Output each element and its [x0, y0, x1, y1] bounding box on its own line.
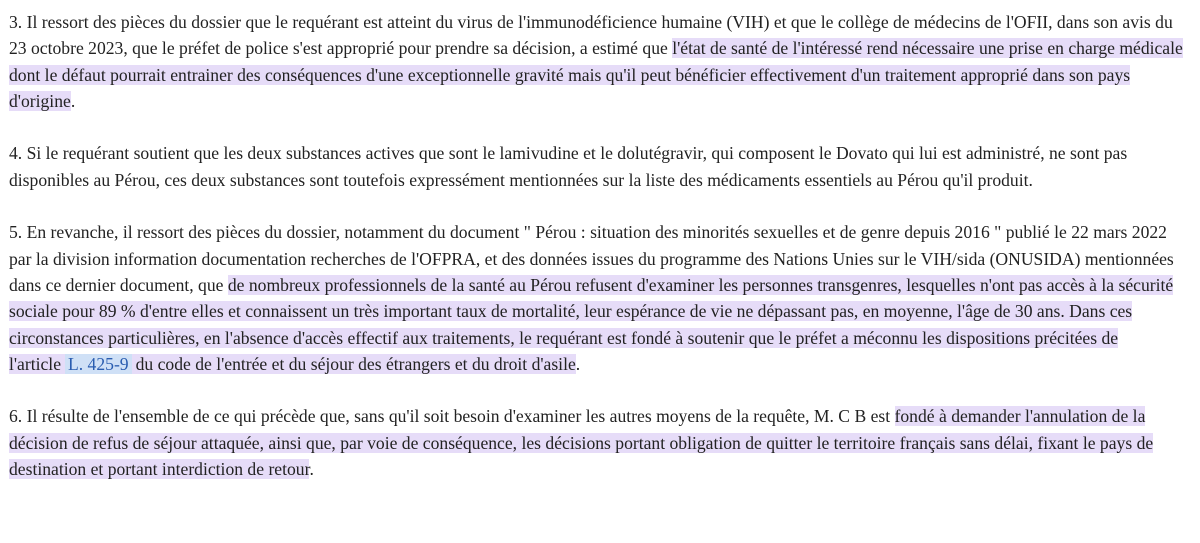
paragraph-6-highlight[interactable]: fondé à demander l'annulation de la décision de refus de séjour attaquée, ainsi que, par voie de conséquence, les décisions portant obligation de quitter le territoire français sans délai, fixant le pays de destination et portant interdiction de retour — [9, 406, 1154, 480]
paragraph-5-text: 5. En revanche, il ressort des pièces du dossier, notamment du document " Pérou : situation des minorités sexuelles et de genre depuis 2016 " publié le 22 mars 2022 par la division information documentation recherches de l'OFPRA, et des données issues du programme des Nations Unies sur le VIH/sida (ONUSIDA) mentionnées dans ce dernier document, que — [9, 222, 1174, 295]
paragraph-3 — [9, 9, 1189, 114]
paragraph-3-highlight[interactable]: l'état de santé de l'intéressé rend nécessaire une prise en charge médicale dont le défaut pourrait entrainer des conséquences d'une exceptionnelle gravité mais qu'il peut bénéficier effectivement d'un traitement approprié dans son pays d'origine — [9, 38, 1183, 111]
paragraph-6-end: . — [309, 459, 314, 480]
paragraph-5-highlight-a: de nombreux professionnels de la santé au Pérou refusent d'examiner les personnes transgenres, lesquelles n'ont pas accès à la sécurité sociale pour 89 % d'entre elles et connaissent un très important taux de mortalité, leur espérance de vie ne dépassant pas, en moyenne, l'âge de 30 ans. Dans ces circonstances particulières, en l'absence d'accès effectif aux traitements, le requérant est fondé à soutenir que le préfet a méconnu les dispositions précitées de l'article — [9, 274, 1174, 374]
paragraph-3-text: 3. Il ressort des pièces du dossier que le requérant est atteint du virus de l'immunodéficience humaine (VIH) et que le collège de médecins de l'OFII, dans son avis du 23 octobre 2023, que le préfet de police s'est approprié pour prendre sa décision, a estimé que — [9, 12, 1173, 59]
document-body — [9, 9, 1189, 509]
article-link[interactable]: L. 425-9 — [65, 354, 132, 374]
paragraph-6 — [9, 403, 1189, 482]
paragraph-3-end: . — [70, 90, 76, 111]
paragraph-5-highlight-b: du code de l'entrée et du séjour des étrangers et du droit d'asile — [135, 353, 576, 374]
paragraph-5-end: . — [575, 353, 581, 374]
paragraph-6-text: 6. Il résulte de l'ensemble de ce qui précède que, sans qu'il soit besoin d'examiner les autres moyens de la requête, M. C B est — [9, 406, 895, 427]
paragraph-5 — [9, 219, 1189, 377]
paragraph-4-text: 4. Si le requérant soutient que les deux substances actives que sont le lamivudine et le dolutégravir, qui composent le Dovato qui lui est administré, ne sont pas disponibles au Pérou, ces deux substances sont toutefois expressément mentionnées sur la liste des médicaments essentiels au Pérou qu'il produit. — [9, 143, 1128, 190]
paragraph-4 — [9, 140, 1189, 193]
